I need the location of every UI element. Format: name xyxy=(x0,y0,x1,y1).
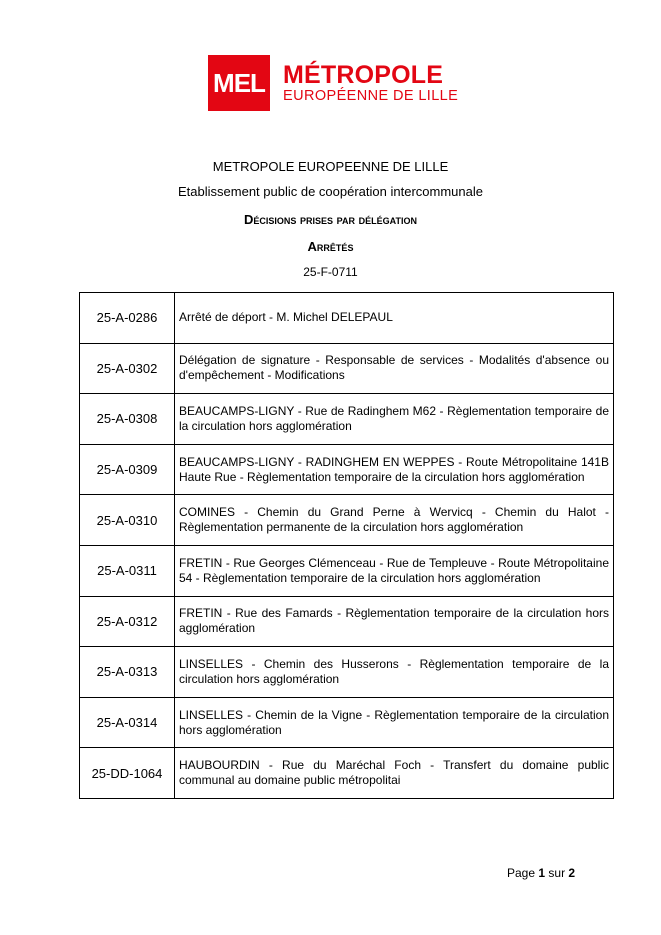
decision-text: BEAUCAMPS-LIGNY - Rue de Radinghem M62 - Règlementation temporaire de la circulation hors agglomération xyxy=(175,394,614,445)
decision-text: FRETIN - Rue des Famards - Règlementation temporaire de la circulation hors agglomération xyxy=(175,596,614,647)
page-number xyxy=(507,866,575,880)
table-row xyxy=(80,444,614,495)
decision-code: 25-A-0314 xyxy=(80,697,175,748)
decision-code: 25-A-0312 xyxy=(80,596,175,647)
org-name: METROPOLE EUROPEENNE DE LILLE xyxy=(212,159,449,174)
table-row xyxy=(80,697,614,748)
decision-text: BEAUCAMPS-LIGNY - RADINGHEM EN WEPPES - Route Métropolitaine 141B Haute Rue - Règlementation temporaire de la circulation hors agglomération xyxy=(175,444,614,495)
page-label: Page xyxy=(507,866,536,880)
decision-text: Arrêté de déport - M. Michel DELEPAUL xyxy=(175,293,614,344)
table-row xyxy=(80,748,614,799)
mel-logo-subtitle: EUROPÉENNE DE LILLE xyxy=(283,88,459,104)
page-of-label: sur xyxy=(548,866,566,880)
section-title: Décisions prises par délégation xyxy=(244,212,417,227)
decision-code: 25-A-0286 xyxy=(80,293,175,344)
table-row xyxy=(80,647,614,698)
page-total: 2 xyxy=(568,866,576,880)
table-row xyxy=(80,343,614,394)
mel-logo xyxy=(208,55,458,111)
decision-code: 25-A-0310 xyxy=(80,495,175,546)
decision-text: HAUBOURDIN - Rue du Maréchal Foch - Transfert du domaine public communal au domaine public métropolitai xyxy=(175,748,614,799)
table-row xyxy=(80,293,614,344)
decision-code: 25-A-0302 xyxy=(80,343,175,394)
decision-text: Délégation de signature - Responsable de services - Modalités d'absence ou d'empêchement - Modifications xyxy=(175,343,614,394)
table-row xyxy=(80,495,614,546)
category-title: Arrêtés xyxy=(307,239,354,254)
decision-code: 25-A-0313 xyxy=(80,647,175,698)
decision-code: 25-A-0308 xyxy=(80,394,175,445)
table-row xyxy=(80,394,614,445)
mel-logo-mark: MEL xyxy=(208,55,270,111)
mel-logo-text xyxy=(283,62,458,104)
table-row xyxy=(80,596,614,647)
decision-text: LINSELLES - Chemin de la Vigne - Règlementation temporaire de la circulation hors agglomération xyxy=(175,697,614,748)
decision-text: COMINES - Chemin du Grand Perne à Wervicq - Chemin du Halot - Règlementation permanente de la circulation hors agglomération xyxy=(175,495,614,546)
decision-text: LINSELLES - Chemin des Husserons - Règlementation temporaire de la circulation hors agglomération xyxy=(175,647,614,698)
decision-text: FRETIN - Rue Georges Clémenceau - Rue de Templeuve - Route Métropolitaine 54 - Règlementation temporaire de la circulation hors agglomération xyxy=(175,545,614,596)
decision-code: 25-DD-1064 xyxy=(80,748,175,799)
decision-code: 25-A-0309 xyxy=(80,444,175,495)
org-type: Etablissement public de coopération intercommunale xyxy=(178,184,483,199)
document-reference: 25-F-0711 xyxy=(303,265,358,279)
mel-logo-name: MÉTROPOLE xyxy=(283,61,444,89)
table-row xyxy=(80,545,614,596)
decision-code: 25-A-0311 xyxy=(80,545,175,596)
decisions-table xyxy=(79,292,614,799)
page-current: 1 xyxy=(538,866,546,880)
